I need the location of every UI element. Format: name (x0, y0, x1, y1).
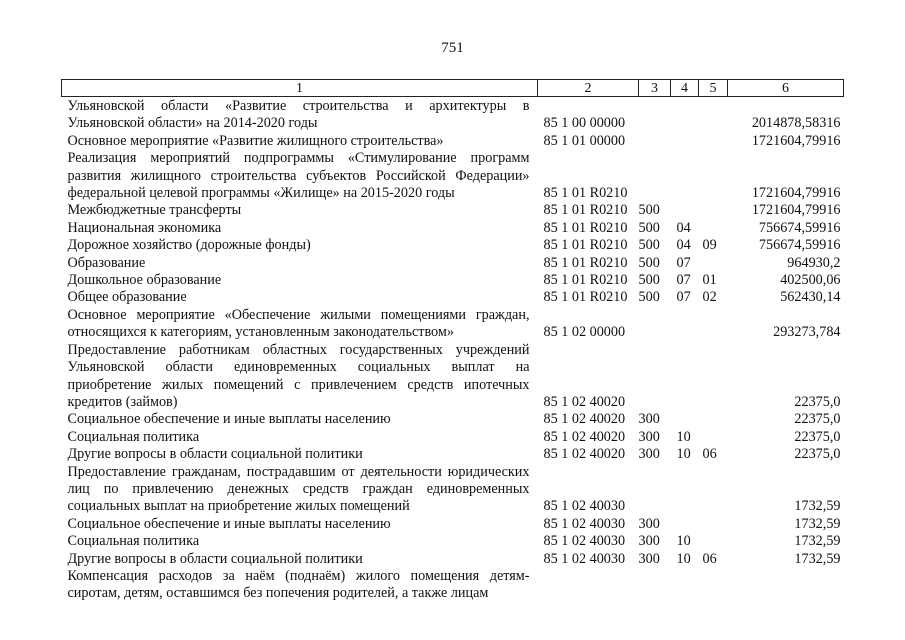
cell-code (538, 568, 639, 603)
cell-vr: 300 (638, 533, 660, 550)
cell-pr (699, 568, 728, 603)
cell-amount: 756674,59916 (758, 219, 841, 236)
cell-pr: 06 (702, 550, 717, 567)
cell-vr (639, 568, 671, 603)
cell-vr: 300 (638, 515, 660, 532)
cell-amount: 964930,2 (787, 254, 841, 271)
cell-amount: 22375,0 (794, 411, 841, 428)
table-row (62, 568, 844, 603)
cell-rz: 10 (676, 446, 691, 463)
cell-pr (699, 202, 728, 219)
cell-name: Дорожное хозяйство (дорожные фонды) (67, 237, 311, 254)
cell-code: 85 1 01 R0210 (543, 237, 628, 254)
cell-amount: 22375,0 (794, 446, 841, 463)
cell-pr (699, 464, 728, 516)
cell-rz (671, 307, 699, 342)
table-row (62, 533, 844, 550)
cell-pr (699, 533, 728, 550)
header-col-name: 1 (62, 80, 538, 97)
cell-rz: 10 (676, 550, 691, 567)
cell-rz: 04 (676, 237, 691, 254)
cell-code: 85 1 02 40020 (543, 428, 626, 445)
cell-code: 85 1 01 R0210 (543, 289, 628, 306)
cell-amount (728, 568, 844, 603)
cell-code: 85 1 02 40030 (543, 550, 626, 567)
cell-code: 85 1 02 40030 (543, 515, 626, 532)
cell-code: 85 1 01 R0210 (543, 185, 628, 202)
cell-amount: 22375,0 (794, 428, 841, 445)
cell-rz (671, 516, 699, 533)
cell-name: Национальная экономика (67, 219, 222, 236)
cell-name: Предоставление работникам областных государственных учреждений Ульяновской области единовременных социальных выплат на приобретение жилых помещений с привлечением средств ипотечных кредитов (займов) (67, 341, 530, 410)
table-row (62, 150, 844, 202)
table-row (62, 342, 844, 412)
cell-amount: 2014878,58316 (751, 115, 841, 132)
cell-rz (671, 342, 699, 412)
table-row (62, 220, 844, 237)
cell-rz (671, 97, 699, 133)
cell-vr: 500 (638, 289, 660, 306)
cell-rz (671, 150, 699, 202)
table-body (62, 97, 844, 603)
header-col-vr: 3 (639, 80, 671, 97)
header-col-rz: 4 (671, 80, 699, 97)
cell-amount: 1721604,79916 (751, 185, 841, 202)
cell-vr (639, 133, 671, 150)
cell-pr (699, 220, 728, 237)
cell-pr (699, 255, 728, 272)
cell-amount: 1732,59 (794, 515, 841, 532)
table-row (62, 429, 844, 446)
cell-name: Социальная политика (67, 428, 200, 445)
cell-name: Ульяновской области «Развитие строительства и архитектуры в Ульяновской области» на 2014-2020 годы (67, 98, 530, 132)
page-number: 751 (441, 40, 464, 56)
table-row (62, 133, 844, 150)
cell-code: 85 1 02 00000 (543, 324, 626, 341)
table-row (62, 237, 844, 254)
cell-vr (639, 150, 671, 202)
table-row (62, 97, 844, 133)
cell-pr: 01 (702, 272, 717, 289)
cell-rz: 04 (676, 219, 691, 236)
cell-vr (639, 464, 671, 516)
table-row (62, 289, 844, 306)
cell-vr: 500 (638, 237, 660, 254)
cell-vr (639, 342, 671, 412)
cell-vr: 500 (638, 202, 660, 219)
cell-name: Социальное обеспечение и иные выплаты населению (67, 515, 391, 532)
cell-name: Социальное обеспечение и иные выплаты населению (67, 411, 391, 428)
cell-name: Другие вопросы в области социальной политики (67, 550, 363, 567)
cell-rz (671, 464, 699, 516)
table-row (62, 307, 844, 342)
cell-rz (671, 202, 699, 219)
cell-pr (699, 342, 728, 412)
cell-name: Межбюджетные трансферты (67, 202, 242, 219)
cell-amount: 756674,59916 (758, 237, 841, 254)
header-col-code: 2 (538, 80, 639, 97)
cell-code: 85 1 02 40020 (543, 446, 626, 463)
cell-rz: 07 (676, 272, 691, 289)
cell-vr: 300 (638, 446, 660, 463)
table-row (62, 255, 844, 272)
cell-name: Компенсация расходов за наём (поднаём) жилого помещения детям-сиротам, детям, оставшимся без попечения родителей, а также лицам (67, 567, 530, 602)
cell-amount: 1721604,79916 (751, 132, 841, 149)
cell-pr (699, 411, 728, 428)
cell-name: Общее образование (67, 289, 187, 306)
cell-amount: 1721604,79916 (751, 202, 841, 219)
table-header (62, 80, 844, 97)
cell-amount: 1732,59 (794, 533, 841, 550)
header-col-amount: 6 (728, 80, 844, 97)
cell-name: Предоставление гражданам, пострадавшим от деятельности юридических лиц по привлечению денежных средств граждан единовременных социальных выплат на приобретение жилых помещений (67, 463, 530, 515)
cell-pr (699, 133, 728, 150)
cell-vr: 300 (638, 411, 660, 428)
cell-pr (699, 516, 728, 533)
cell-amount: 402500,06 (780, 272, 841, 289)
cell-name: Основное мероприятие «Развитие жилищного строительства» (67, 132, 444, 149)
cell-pr: 09 (702, 237, 717, 254)
cell-name: Образование (67, 254, 146, 271)
cell-code: 85 1 02 40030 (543, 533, 626, 550)
cell-vr: 500 (638, 272, 660, 289)
cell-pr (699, 150, 728, 202)
header-col-pr: 5 (699, 80, 728, 97)
table-row (62, 464, 844, 516)
cell-amount: 1732,59 (794, 550, 841, 567)
cell-code: 85 1 00 00000 (543, 115, 626, 132)
table-row (62, 411, 844, 428)
table-row (62, 516, 844, 533)
cell-name: Социальная политика (67, 533, 200, 550)
table-row (62, 272, 844, 289)
cell-name: Основное мероприятие «Обеспечение жилыми помещениями граждан, относящихся к категориям, установленным законодательством» (67, 306, 530, 341)
cell-vr (639, 307, 671, 342)
cell-code: 85 1 01 00000 (543, 132, 626, 149)
table-row (62, 551, 844, 568)
cell-pr (699, 97, 728, 133)
cell-amount: 22375,0 (794, 393, 841, 410)
cell-code: 85 1 01 R0210 (543, 272, 628, 289)
cell-pr: 02 (702, 289, 717, 306)
cell-rz (671, 568, 699, 603)
budget-table (61, 79, 844, 603)
cell-pr (699, 307, 728, 342)
cell-rz (671, 411, 699, 428)
cell-vr: 300 (638, 550, 660, 567)
cell-rz: 10 (676, 533, 691, 550)
cell-rz: 10 (676, 428, 691, 445)
cell-rz: 07 (676, 289, 691, 306)
cell-name: Реализация мероприятий подпрограммы «Стимулирование программ развития жилищного строительства субъектов Российской Федерации» федеральной целевой программы «Жилище» на 2015-2020 годы (67, 150, 530, 202)
header-row (62, 80, 844, 97)
cell-vr: 500 (638, 254, 660, 271)
cell-code: 85 1 01 R0210 (543, 219, 628, 236)
cell-rz (671, 133, 699, 150)
cell-name: Дошкольное образование (67, 272, 222, 289)
table-row (62, 446, 844, 463)
cell-vr: 300 (638, 428, 660, 445)
cell-code: 85 1 01 R0210 (543, 202, 628, 219)
cell-name: Другие вопросы в области социальной политики (67, 446, 363, 463)
cell-amount: 562430,14 (780, 289, 841, 306)
cell-pr: 06 (702, 446, 717, 463)
cell-rz: 07 (676, 254, 691, 271)
cell-code: 85 1 02 40020 (543, 411, 626, 428)
cell-amount: 1732,59 (794, 498, 841, 515)
cell-code: 85 1 02 40030 (543, 498, 626, 515)
cell-code: 85 1 01 R0210 (543, 254, 628, 271)
cell-pr (699, 429, 728, 446)
cell-code: 85 1 02 40020 (543, 393, 626, 410)
cell-vr: 500 (638, 219, 660, 236)
table-row (62, 202, 844, 219)
cell-vr (639, 97, 671, 133)
cell-amount: 293273,784 (773, 324, 841, 341)
